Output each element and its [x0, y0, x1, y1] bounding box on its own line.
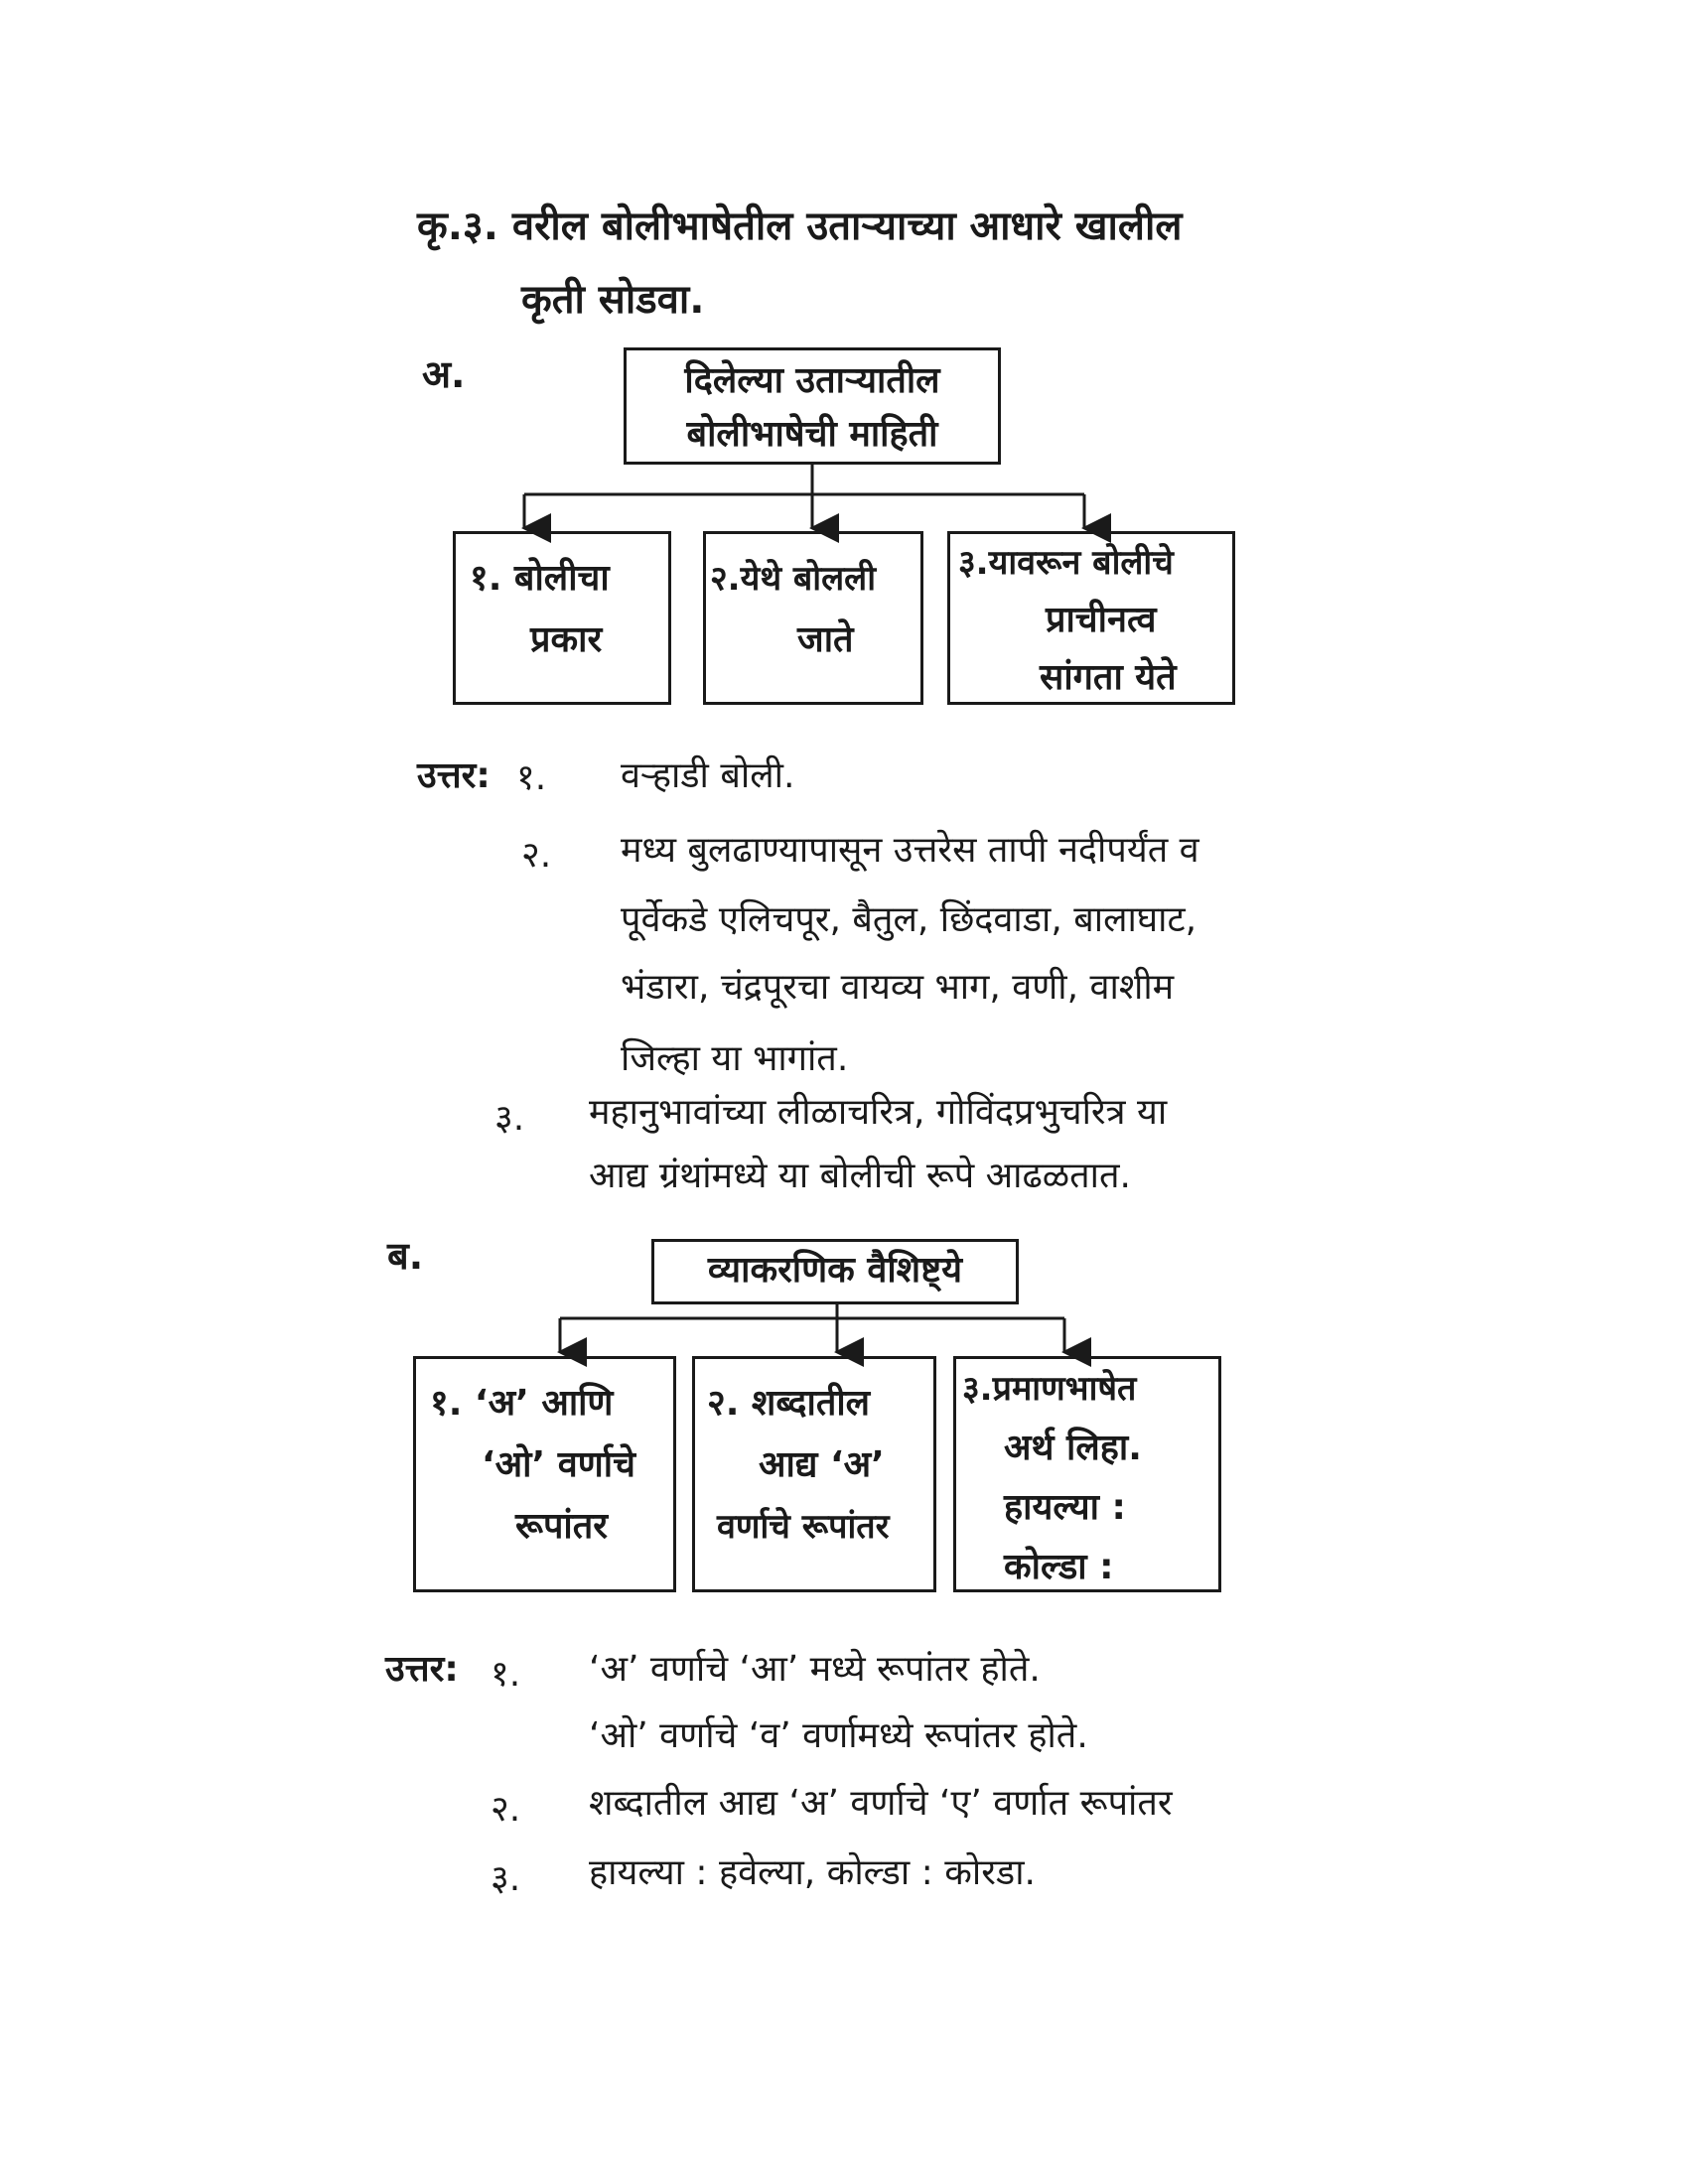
part-b-answer-3-line: हायल्या : हवेल्या, कोल्डा : कोरडा.: [589, 1852, 1036, 1893]
box-line: १. ‘अ’ आणि: [430, 1383, 614, 1424]
box-line: ‘ओ’ वर्णाचे: [482, 1444, 635, 1485]
box-line: कोल्डा :: [1004, 1547, 1114, 1587]
part-b-box-3: [953, 1356, 1221, 1592]
box-line: वर्णाचे रूपांतर: [717, 1507, 890, 1547]
part-b-box-1: [413, 1356, 676, 1592]
part-a-label: अ.: [422, 352, 466, 396]
part-a-answer-2-line: मध्य बुलढाण्यापासून उत्तरेस तापी नदीपर्यंत व: [621, 830, 1199, 871]
question-line-2: कृती सोडवा.: [521, 277, 705, 323]
box-line: २. शब्दातील: [707, 1383, 871, 1424]
part-b-answer-1-line: ‘अ’ वर्णाचे ‘आ’ मध्ये रूपांतर होते.: [589, 1649, 1041, 1690]
part-b-answer-label: उत्तर:: [385, 1649, 459, 1690]
box-line: रूपांतर: [515, 1506, 608, 1547]
part-b-answer-2-num: २.: [491, 1789, 521, 1830]
part-b-root-line: व्याकरणिक वैशिष्ट्ये: [707, 1250, 963, 1291]
part-a-answer-1-line: वऱ्हाडी बोली.: [621, 755, 795, 796]
part-a-root-line: दिलेल्या उताऱ्यातील: [684, 360, 940, 401]
box-line: जाते: [797, 619, 854, 660]
part-a-answer-2-line: भंडारा, चंद्रपूरचा वायव्य भाग, वणी, वाशीम: [621, 967, 1175, 1008]
part-b-answer-1-num: १.: [491, 1654, 521, 1695]
part-a-answer-2-num: २.: [521, 835, 552, 876]
box-line: हायल्या :: [1004, 1487, 1126, 1528]
box-line: ३.यावरून बोलीचे: [958, 543, 1174, 583]
question-line-1: कृ.३. वरील बोलीभाषेतील उताऱ्याच्या आधारे खालील: [417, 204, 1183, 249]
part-a-answer-1-num: १.: [516, 757, 547, 798]
part-b-box-2: [692, 1356, 936, 1592]
part-a-answer-label: उत्तर:: [417, 755, 491, 796]
part-b-answer-2-line: शब्दातील आद्य ‘अ’ वर्णाचे ‘ए’ वर्णात रूपांतर: [589, 1783, 1173, 1824]
box-line: प्राचीनत्व: [1046, 600, 1157, 640]
box-line: प्रकार: [530, 619, 603, 660]
part-b-answer-3-num: ३.: [491, 1858, 521, 1899]
part-b-answer-1-line: ‘ओ’ वर्णाचे ‘व’ वर्णामध्ये रूपांतर होते.: [589, 1715, 1088, 1756]
part-a-answer-2-line: पूर्वेकडे एलिचपूर, बैतुल, छिंदवाडा, बालाघाट,: [621, 899, 1197, 940]
box-line: २.येथे बोलली: [710, 559, 877, 599]
part-b-label: ब.: [387, 1234, 424, 1278]
box-line: आद्य ‘अ’: [759, 1444, 885, 1485]
box-line: ३.प्रमाणभाषेत: [962, 1369, 1137, 1409]
part-a-answer-3-line: आद्य ग्रंथांमध्ये या बोलीची रूपे आढळतात.: [589, 1156, 1131, 1196]
part-a-answer-3-line: महानुभावांच्या लीळाचरित्र, गोविंदप्रभुचरित्र या: [589, 1092, 1168, 1133]
box-line: १. बोलीचा: [470, 558, 610, 599]
part-a-answer-3-num: ३.: [494, 1098, 525, 1139]
box-line: सांगता येते: [1040, 657, 1177, 698]
box-line: अर्थ लिहा.: [1004, 1428, 1142, 1468]
part-a-answer-2-line: जिल्हा या भागांत.: [621, 1038, 849, 1079]
part-a-root-line: बोलीभाषेची माहिती: [686, 414, 938, 455]
